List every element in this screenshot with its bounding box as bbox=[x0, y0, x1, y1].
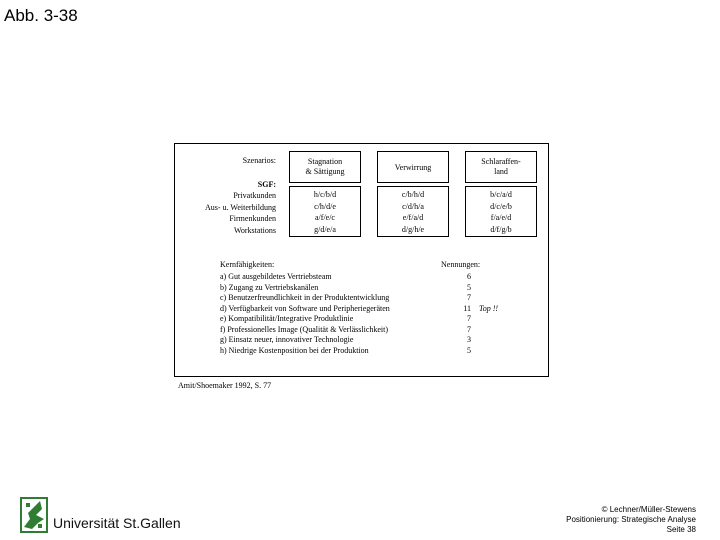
competency-item: c) Benutzerfreundlichkeit in der Produktentwicklung bbox=[220, 293, 390, 302]
scenario-header-schlaraffenland bbox=[465, 151, 537, 183]
figure-frame bbox=[174, 143, 549, 377]
scenario-header-stagnation bbox=[289, 151, 361, 183]
footer bbox=[566, 505, 696, 535]
cell-value: b/c/a/d bbox=[490, 190, 512, 199]
competency-item: g) Einsatz neuer, innovativer Technologie bbox=[220, 335, 354, 344]
cell-value: d/c/e/b bbox=[490, 201, 512, 211]
competency-count: 7 bbox=[467, 314, 471, 323]
scenario-header-text: Verwirrung bbox=[394, 163, 432, 172]
scenarios-label: Szenarios: bbox=[242, 156, 276, 165]
footer-copyright: © Lechner/Müller-Stewens bbox=[601, 505, 696, 514]
competency-item: e) Kompatibilität/Integrative Produktlinie bbox=[220, 314, 354, 323]
competency-list bbox=[220, 272, 390, 356]
university-name: Universität St.Gallen bbox=[53, 515, 181, 531]
competencies-header: Kernfähigkeiten: bbox=[220, 260, 275, 269]
competency-item: d) Verfügbarkeit von Software und Peripheriegeräten bbox=[220, 303, 390, 313]
footer-course: Positionierung: Strategische Analyse bbox=[566, 515, 696, 524]
sgf-row-label: Workstations bbox=[233, 225, 276, 235]
competency-item: f) Professionelles Image (Qualität & Verlässlichkeit) bbox=[220, 324, 389, 334]
cell-value: c/d/h/a bbox=[402, 201, 424, 211]
competency-count: 3 bbox=[467, 335, 471, 344]
count-list bbox=[453, 272, 471, 356]
cell-value: d/g/h/e bbox=[401, 224, 425, 234]
top-note: Top !! bbox=[479, 303, 499, 313]
competency-count: 11 bbox=[463, 303, 471, 313]
competency-count: 6 bbox=[467, 272, 471, 281]
scenario-header-text: Schlaraffen- land bbox=[481, 157, 521, 176]
scenario-header-text: Stagnation & Sättigung bbox=[305, 157, 345, 176]
sgf-row-label: Aus- u. Weiterbildung bbox=[205, 202, 276, 212]
cell-value: d/f/g/b bbox=[490, 224, 512, 234]
cell-value: c/b/h/d bbox=[401, 190, 425, 199]
sgf-row-label: Firmenkunden bbox=[229, 214, 276, 223]
scenario-values-stagnation bbox=[289, 186, 361, 237]
sgf-row-label: Privatkunden bbox=[233, 191, 276, 200]
competency-count: 5 bbox=[467, 345, 471, 355]
cell-value: e/f/a/d bbox=[402, 213, 424, 222]
competency-item: b) Zugang zu Vertriebskanälen bbox=[220, 282, 319, 292]
competency-count: 7 bbox=[467, 293, 471, 302]
university-logo-icon bbox=[20, 497, 48, 533]
footer-page: Seite 38 bbox=[666, 525, 696, 534]
cell-value: c/h/d/e bbox=[314, 201, 336, 211]
cell-value: g/d/e/a bbox=[314, 224, 336, 234]
cell-value: a/f/e/c bbox=[315, 213, 335, 222]
competency-item: h) Niedrige Kostenposition bei der Produktion bbox=[220, 345, 369, 355]
slide-title: Abb. 3-38 bbox=[4, 6, 78, 25]
count-header: Nennungen: bbox=[441, 260, 481, 269]
competency-count: 5 bbox=[467, 282, 471, 292]
competency-count: 7 bbox=[467, 324, 471, 334]
competency-item: a) Gut ausgebildetes Vertriebsteam bbox=[220, 272, 332, 281]
scenario-values-schlaraffenland bbox=[465, 186, 537, 237]
sgf-row-list bbox=[205, 190, 276, 236]
scenario-values-verwirrung bbox=[377, 186, 449, 237]
cell-value: h/c/b/d bbox=[313, 190, 337, 199]
cell-value: f/a/e/d bbox=[490, 213, 512, 222]
sgf-label: SGF: bbox=[257, 180, 276, 189]
source-citation: Amit/Shoemaker 1992, S. 77 bbox=[178, 381, 272, 390]
scenario-header-verwirrung bbox=[377, 151, 449, 183]
